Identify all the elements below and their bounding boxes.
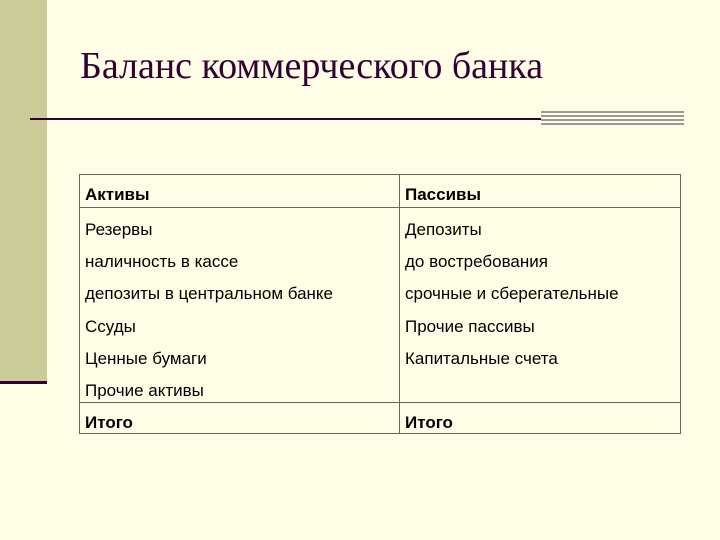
liability-item: Прочие пассивы: [405, 317, 535, 336]
slide-title: Баланс коммерческого банка: [80, 45, 544, 87]
asset-item: Прочие активы: [85, 381, 204, 400]
asset-item: наличность в кассе: [85, 252, 239, 271]
title-underline-accent: [541, 111, 684, 125]
liabilities-header: Пассивы: [405, 185, 482, 204]
asset-item: Резервы: [85, 220, 153, 239]
column-divider: [399, 175, 400, 433]
balance-table: [79, 174, 681, 434]
left-decor-rule: [0, 381, 47, 384]
liability-item: Капитальные счета: [405, 349, 558, 368]
asset-item: Ценные бумаги: [85, 349, 207, 368]
liability-item: Депозиты: [405, 220, 482, 239]
asset-item: Ссуды: [85, 317, 136, 336]
assets-header: Активы: [85, 185, 150, 204]
liabilities-total: Итого: [405, 413, 453, 432]
assets-total: Итого: [85, 413, 133, 432]
total-divider: [80, 402, 680, 403]
title-underline: [30, 118, 541, 120]
left-decor-band: [0, 0, 47, 383]
asset-item: депозиты в центральном банке: [85, 284, 334, 303]
liability-item: до востребования: [405, 252, 548, 271]
liability-item: срочные и сберегательные: [405, 284, 619, 303]
header-divider: [80, 207, 680, 208]
